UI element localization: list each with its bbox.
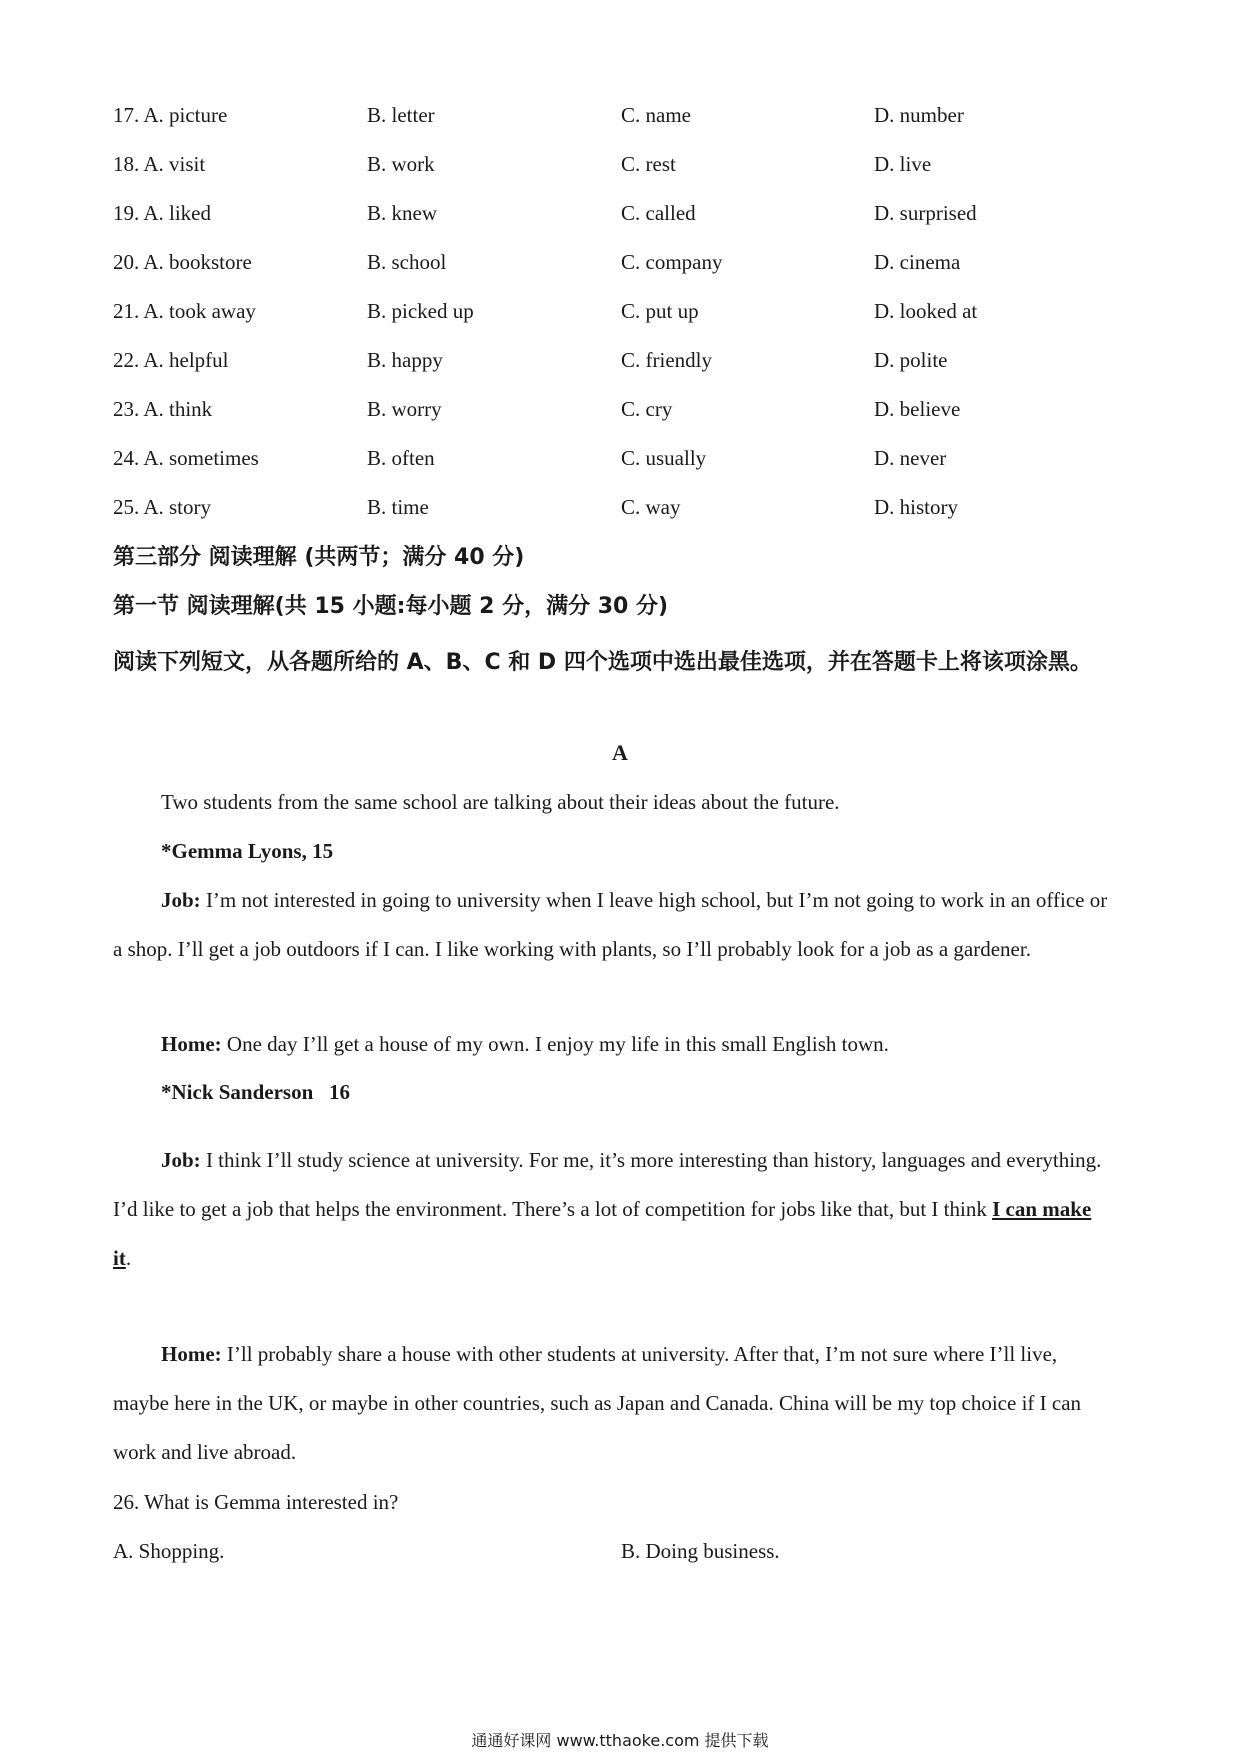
option-cell: C. name	[621, 103, 691, 127]
gemma-job-text: I’m not interested in going to university when I leave high school, but I’m not going to work in an office or a shop. I’ll get a job outdoors if I can. I like working with plants, so I’ll probably look for a job as a gardener.	[113, 888, 1108, 961]
gemma-home-paragraph	[161, 1030, 889, 1058]
option-row	[113, 297, 1143, 346]
option-cell: D. surprised	[874, 201, 977, 225]
page-footer: 通通好课网 www.tthaoke.com 提供下载	[471, 1731, 769, 1750]
option-cell: B. often	[367, 446, 435, 470]
option-cell: C. friendly	[621, 348, 712, 372]
option-cell: B. work	[367, 152, 435, 176]
part-title: 第三部分 阅读理解 (共两节；满分 40 分)	[113, 545, 525, 570]
option-row	[113, 101, 1143, 150]
option-cell: B. time	[367, 495, 429, 519]
gemma-home-text: One day I’ll get a house of my own. I enjoy my life in this small English town.	[221, 1032, 889, 1056]
passage-intro: Two students from the same school are talking about their ideas about the future.	[161, 790, 840, 814]
option-cell: D. believe	[874, 397, 961, 421]
nick-job-end: .	[125, 1246, 132, 1270]
nick-home-paragraph	[113, 1330, 1113, 1477]
option-row	[113, 395, 1143, 444]
nick-home-label: Home:	[161, 1342, 222, 1366]
option-cell: C. usually	[621, 446, 707, 470]
gemma-job-label: Job:	[161, 888, 201, 912]
option-cell: B. school	[367, 250, 447, 274]
option-cell: D. live	[874, 152, 932, 176]
nick-job-text: I think I’ll study science at university. For me, it’s more interesting than history, languages and everything. I’d like to get a job that helps the environment. There’s a lot of competition for jobs like that, but I think	[113, 1148, 1102, 1221]
option-cell: D. never	[874, 446, 947, 470]
option-row	[113, 493, 1143, 542]
nick-job-label: Job:	[161, 1148, 201, 1172]
option-cell: D. cinema	[874, 250, 961, 274]
option-cell: D. looked at	[874, 299, 978, 323]
option-cell: 24. A. sometimes	[113, 446, 259, 470]
passage-letter: A	[612, 740, 628, 765]
subsection-title: 第一节 阅读理解(共 15 小题:每小题 2 分，满分 30 分)	[113, 594, 669, 619]
option-cell: 20. A. bookstore	[113, 250, 252, 274]
gemma-name: *Gemma Lyons, 15	[161, 839, 334, 863]
option-cell: C. company	[621, 250, 723, 274]
option-row	[113, 346, 1143, 395]
option-row	[113, 150, 1143, 199]
option-cell: 23. A. think	[113, 397, 213, 421]
nick-job-underlined: I can make it	[113, 1197, 1092, 1270]
option-cell: B. letter	[367, 103, 435, 127]
option-row	[113, 444, 1143, 493]
option-cell: 25. A. story	[113, 495, 212, 519]
question-26-option-a: A. Shopping.	[113, 1539, 225, 1563]
nick-name: *Nick Sanderson 16	[161, 1080, 351, 1104]
gemma-home-label: Home:	[161, 1032, 222, 1056]
question-26: 26. What is Gemma interested in?	[113, 1490, 399, 1514]
option-cell: C. rest	[621, 152, 676, 176]
question-26-option-b: B. Doing business.	[621, 1539, 780, 1563]
instruction-text: 阅读下列短文，从各题所给的 A、B、C 和 D 四个选项中选出最佳选项，并在答题卡上将该项涂黑。	[113, 650, 1092, 675]
option-cell: 19. A. liked	[113, 201, 211, 225]
option-cell: C. way	[621, 495, 681, 519]
option-cell: C. put up	[621, 299, 699, 323]
option-cell: C. cry	[621, 397, 673, 421]
option-cell: B. worry	[367, 397, 442, 421]
option-cell: D. polite	[874, 348, 948, 372]
option-cell: D. number	[874, 103, 964, 127]
gemma-job-paragraph	[113, 876, 1113, 974]
option-cell: D. history	[874, 495, 958, 519]
nick-job-paragraph	[113, 1136, 1113, 1283]
option-cell: 21. A. took away	[113, 299, 256, 323]
option-cell: C. called	[621, 201, 696, 225]
option-cell: B. knew	[367, 201, 437, 225]
option-cell: 22. A. helpful	[113, 348, 229, 372]
option-row	[113, 248, 1143, 297]
nick-home-text: I’ll probably share a house with other students at university. After that, I’m not sure where I’ll live, maybe here in the UK, or maybe in other countries, such as Japan and Canada. China will be my top choice if I can work and live abroad.	[113, 1342, 1082, 1464]
option-cell: 17. A. picture	[113, 103, 228, 127]
cloze-options-table	[113, 101, 1143, 542]
option-cell: 18. A. visit	[113, 152, 206, 176]
option-row	[113, 199, 1143, 248]
option-cell: B. picked up	[367, 299, 474, 323]
option-cell: B. happy	[367, 348, 443, 372]
